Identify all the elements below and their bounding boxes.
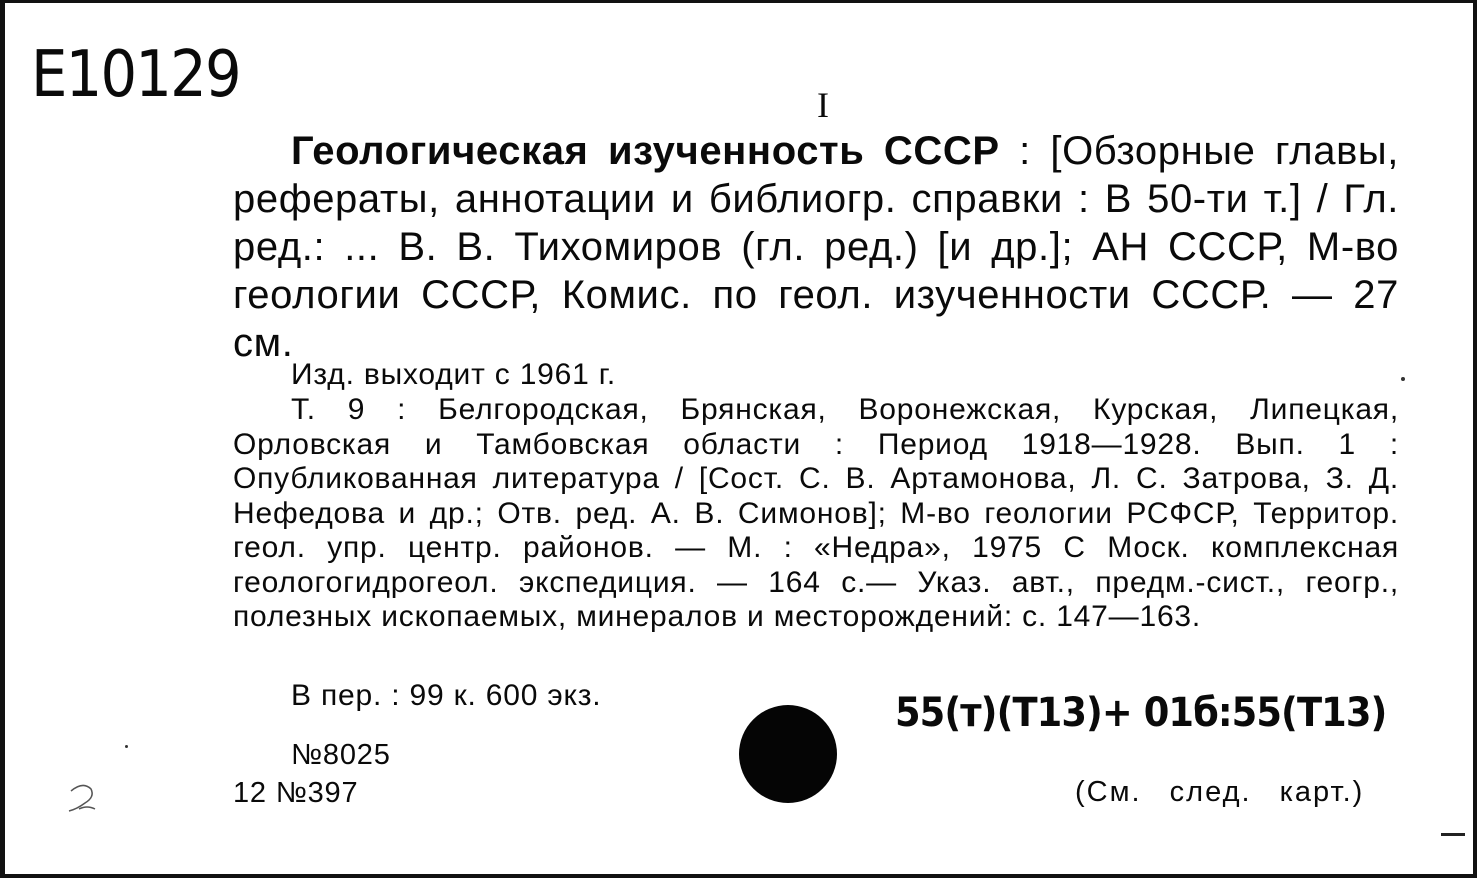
volume-description-text: Т. 9 : Белгородская, Брянская, Воронежская, Курская, Липецкая, Орловская и Тамбовская области : Период 1918—1928. Вып. 1 : Опубликованная литература / [Сост. С. В. Артамонова, Л. С. Затрова, З. Д. Нефедова и др.; Отв. ред. А. В. Симонов]; М-во геологии РСФСР, Территор. геол. упр. центр. районов. — М. : «Недра», 1975 С Моск. комплексная геологогидрогеол. экспедиция. — 164 с.— Указ. авт., предм.-сист., геогр., полезных ископаемых, минералов и месторождений: с. 147—163. xyxy=(233,393,1399,633)
call-number: E10129 xyxy=(31,38,240,112)
main-entry-rest: : [Обзорные главы, рефераты, аннотации и библиогр. справки : В 50-ти т.] / Гл. ред.: ... В. В. Тихомиров (гл. ред.) [и др.]; АН СССР, М-во геологии СССР, Комис. по геол. изученности СССР. — 27 см. xyxy=(233,129,1399,365)
volume-description xyxy=(233,393,1399,635)
edge-mark xyxy=(1441,833,1465,836)
main-entry xyxy=(233,127,1399,367)
accession-number-2: 12 №397 xyxy=(233,777,359,809)
publication-note-text: Изд. выходит с 1961 г. xyxy=(291,358,616,391)
speck xyxy=(1401,377,1405,381)
continuation-note: (См. след. карт.) xyxy=(1075,776,1365,808)
publication-note xyxy=(233,358,1399,393)
accession-number: №8025 xyxy=(291,739,391,771)
handwritten-classification: 55(т)(Т13)+ 01б:55(Т13) xyxy=(895,690,1387,736)
punch-hole xyxy=(739,705,837,803)
pencil-mark-icon xyxy=(61,779,111,819)
title: Геологическая изученность СССР xyxy=(291,129,1000,173)
price-line-text: В пер. : 99 к. 600 экз. xyxy=(291,679,602,712)
sequence-mark: I xyxy=(817,85,829,125)
speck xyxy=(125,745,128,748)
